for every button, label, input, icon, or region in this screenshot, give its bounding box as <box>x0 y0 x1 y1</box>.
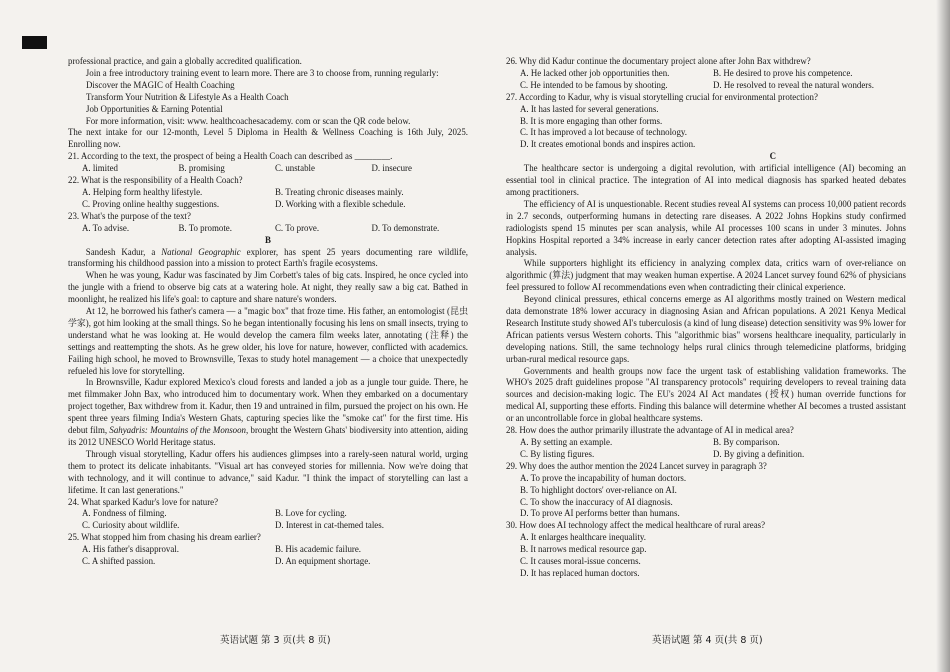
option: B. By comparison. <box>713 437 780 447</box>
paragraph: At 12, he borrowed his father's camera — a "magic box" that froze time. His father, an entomologist (昆虫学家), got him looking at the small things. So he began intentionally focusing his lens on small insects, trying to understand what he was looking at. He would develop the camera film weeks later, annotating (注释) the settings and reattempting the shots. As he grew older, his love for nature, however, conflicted with academics. Failing high school, he moved to Brownsville, Texas to study hotel management — a choice that unexpectedly refueled his love for storytelling. <box>68 306 468 376</box>
paragraph: When he was young, Kadur was fascinated by Jim Corbett's tales of big cats. Inspired, he once cycled into the jungle with a friend to observe big cats at a watering hole. At night, they really saw a big cat. Bathed in moonlight, he realized his life's goal: to capture and share nature's wonders. <box>68 270 468 305</box>
question-29-options <box>506 473 906 521</box>
paragraph: The efficiency of AI is unquestionable. Recent studies reveal AI systems can process 10,000 patient records in 2.7 seconds, outperforming humans in detecting rare diseases. A 2022 Johns Hopkins study confirmed radiologists spend 15 minutes per scan analysis, while AI processes 100 scans in under 3 minutes. Johns Hopkins Hospital reported a 34% increase in early cancer detection rates after adopting AI-assisted imaging analysis. <box>506 198 906 257</box>
page-edge-shadow <box>936 0 950 672</box>
question-26: 26. Why did Kadur continue the documentary project alone after John Bax withdrew? <box>506 56 811 66</box>
option: A. It has lasted for several generations. <box>520 103 659 114</box>
question-26-options <box>506 68 906 92</box>
question-29: 29. Why does the author mention the 2024 Lancet survey in paragraph 3? <box>506 460 767 471</box>
right-column <box>506 56 906 580</box>
option: D. Interest in cat-themed tales. <box>275 520 384 531</box>
page-footer: 英语试题 第 4 页(共 8 页) <box>652 635 763 646</box>
question-28-options <box>506 437 906 461</box>
question-30: 30. How does AI technology affect the medical healthcare of rural areas? <box>506 520 766 531</box>
paragraph: The healthcare sector is undergoing a digital revolution, with artificial intelligence (AI) becoming an essential tool in clinical practice. The integration of AI into medical diagnosis has sparked heated debates among practitioners. <box>506 163 906 197</box>
registration-mark <box>22 36 47 49</box>
paragraph: Sandesh Kadur, a National Geographic explorer, has spent 25 years documenting rare wildlife, transforming his childhood passion into a mission to protect Earth's fragile ecosystems. <box>68 246 468 269</box>
option: D. He resolved to reveal the natural wonders. <box>713 79 874 90</box>
option: D. To prove AI performs better than humans. <box>520 508 680 519</box>
paragraph: professional practice, and gain a globally accredited qualification. <box>68 56 302 66</box>
paragraph: Beyond clinical pressures, ethical concerns emerge as AI algorithms mostly trained on Western medical data demonstrate 18% lower accuracy in diagnosing Asian and African populations. A 2021 Kenya Medical Research Institute study showed AI's tuberculosis (a kind of lung disease) detection sensitivity was 9% lower for African patients versus Western cohorts. This "algorithmic bias" worsens healthcare inequality, particularly in developing nations. Still, the same technology helps rural clinics through telemedicine platforms, bridging urban-rural medical resource gaps. <box>506 294 906 364</box>
paragraph: Governments and health groups now face the urgent task of establishing validation frameworks. The WHO's 2025 draft guidelines propose "AI transparency protocols" requiring developers to reveal training data sources and decision-making logic. The EU's 2024 AI Act mandates (授权) human override functions for medical AI, supporting these efforts. Finding this balance will determine whether AI becomes a trusted assistant or an uncontrollable force in global healthcare systems. <box>506 365 906 424</box>
paragraph: In Brownsville, Kadur explored Mexico's cloud forests and landed a job as a jungle tour guide. There, he met filmmaker John Bax, who introduced him to documentary work. When they embarked on a documentary project together, Bax withdrew from it. Kadur, then 19 and untrained in film, pursued the project on his own. He spent three years filming India's Western Ghats, capturing species like the "smoke cat" for the first time. His debut film, Sahyadris: Mountains of the Monsoon, brought the Western Ghats' biodiversity into attention, aiding its 2012 UNESCO World Heritage status. <box>68 377 468 447</box>
section-heading: C <box>769 151 776 162</box>
paragraph: While supporters highlight its efficiency in analyzing complex data, critics warn of over-reliance on algorithmic (算法) judgment that may weaken human expertise. A 2024 Lancet survey found 62% of physicians feel pressured to follow AI recommendations even when contradicting their clinical experience. <box>506 258 906 293</box>
option: D. It creates emotional bonds and inspires action. <box>520 139 696 150</box>
option: B. It narrows medical resource gap. <box>520 544 647 555</box>
option: C. By listing figures. <box>520 448 595 459</box>
option: D. insecure <box>371 163 412 174</box>
question-24: 24. What sparked Kadur's love for nature? <box>68 496 219 507</box>
option: C. To show the inaccuracy of AI diagnosis. <box>520 496 673 507</box>
question-24-options <box>68 508 468 532</box>
option: B. promising <box>178 163 225 174</box>
option: C. To prove. <box>275 222 320 233</box>
event-item: Discover the MAGIC of Health Coaching <box>86 79 235 90</box>
option: D. To demonstrate. <box>371 222 440 233</box>
question-21-options <box>68 163 468 175</box>
option: C. Curiosity about wildlife. <box>82 520 180 531</box>
option: B. He desired to prove his competence. <box>713 67 853 78</box>
option: D. An equipment shortage. <box>275 556 371 567</box>
page-footer: 英语试题 第 3 页(共 8 页) <box>220 635 331 646</box>
option: B. Love for cycling. <box>275 508 347 519</box>
question-28: 28. How does the author primarily illustrate the advantage of AI in medical area? <box>506 425 794 436</box>
question-25: 25. What stopped him from chasing his dream earlier? <box>68 532 261 543</box>
option: A. Helping form healthy lifestyle. <box>82 186 203 197</box>
option: D. Working with a flexible schedule. <box>275 198 406 209</box>
option: C. It causes moral-issue concerns. <box>520 556 641 567</box>
option: A. Fondness of filming. <box>82 508 167 519</box>
option: C. Proving online healthy suggestions. <box>82 198 220 209</box>
question-22: 22. What is the responsibility of a Health Coach? <box>68 175 243 186</box>
paragraph: Join a free introductory training event to learn more. There are 3 to choose from, running regularly: <box>85 67 439 78</box>
option: A. To prove the incapability of human doctors. <box>520 472 687 483</box>
question-22-options <box>68 187 468 211</box>
paragraph: Through visual storytelling, Kadur offers his audiences glimpses into a rarely-seen natural world, urging them to protect its delicate inhabitants. "Visual art has conveyed stories for millennia. Now we're doing that with technology, and it will continue to advance," said Kadur. "I think the impact of storytelling can last a lifetime. It can last generations." <box>68 448 468 495</box>
film-title: Sahyadris: Mountains of the Monsoon <box>109 425 246 436</box>
option: A. By setting an example. <box>520 437 613 447</box>
option: D. It has replaced human doctors. <box>520 567 640 578</box>
section-heading: B <box>265 234 271 245</box>
paragraph: For more information, visit: www. healthcoachesacademy. com or scan the QR code below. <box>85 115 411 126</box>
option: B. To promote. <box>178 222 232 233</box>
option: A. limited <box>82 163 118 174</box>
option: B. Treating chronic diseases mainly. <box>275 186 404 197</box>
question-25-options <box>68 544 468 568</box>
question-27: 27. According to Kadur, why is visual storytelling crucial for environmental protection? <box>506 91 818 102</box>
option: A. It enlarges healthcare inequality. <box>520 532 646 543</box>
question-30-options <box>506 532 906 580</box>
option: D. By giving a definition. <box>713 448 805 459</box>
option: A. He lacked other job opportunities then. <box>520 67 670 78</box>
question-23: 23. What's the purpose of the text? <box>68 210 191 221</box>
option: C. It has improved a lot because of technology. <box>520 127 688 138</box>
option: A. His father's disapproval. <box>82 544 179 555</box>
option: B. His academic failure. <box>275 544 362 555</box>
question-27-options <box>506 104 906 152</box>
left-column <box>68 56 468 568</box>
option: B. To highlight doctors' over-reliance on AI. <box>520 484 677 495</box>
paragraph: The next intake for our 12-month, Level 5 Diploma in Health & Wellness Coaching is 16th July, 2025. Enrolling now. <box>68 127 468 150</box>
option: A. To advise. <box>82 222 130 233</box>
event-item: Job Opportunities & Earning Potential <box>86 103 223 114</box>
magazine-title: National Geographic <box>161 246 241 257</box>
event-item: Transform Your Nutrition & Lifestyle As a Health Coach <box>86 91 289 102</box>
question-21: 21. According to the text, the prospect of being a Health Coach can described as ________. <box>68 151 393 162</box>
option: C. He intended to be famous by shooting. <box>520 79 668 90</box>
option: C. unstable <box>275 163 315 174</box>
question-23-options <box>68 223 468 235</box>
option: B. It is more engaging than other forms. <box>520 115 663 126</box>
option: C. A shifted passion. <box>82 556 156 567</box>
